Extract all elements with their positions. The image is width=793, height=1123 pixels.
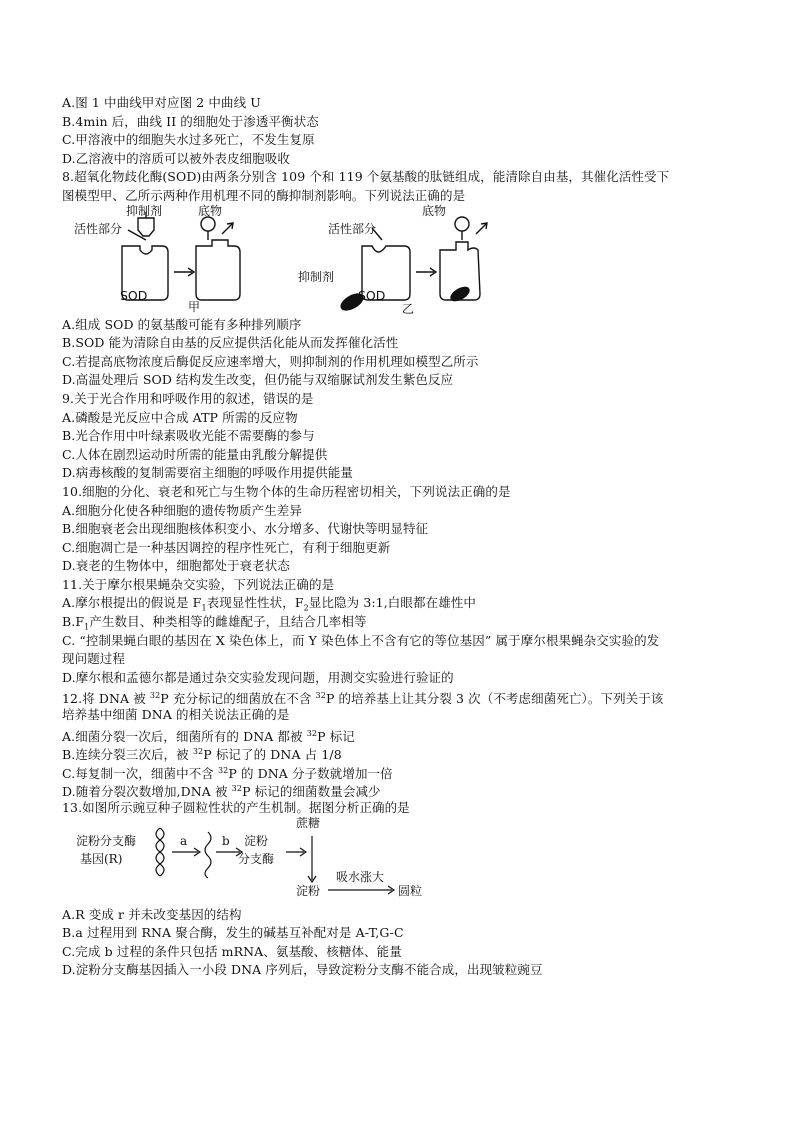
exam-page [62,94,742,980]
q12-stem-line1 [62,687,742,706]
sod-enzyme-bound-jia [196,240,240,300]
substrate-circle-yi [455,217,469,231]
pea-mechanism-diagram [62,815,742,906]
q12-d-sup: 32 [231,784,243,794]
q12-a-text1: A.细菌分裂一次后，细菌所有的 DNA 都被 [62,728,307,744]
caption-jia: 甲 [188,299,201,314]
q12-option-a [62,725,742,744]
label-sod-yi: SOD [358,287,386,303]
model-jia-graphic [122,212,240,300]
q13-option-a: A.R 变成 r 并未改变基因的结构 [62,906,242,922]
q12-d-text1: D.随着分裂次数增加,DNA 被 [62,784,232,800]
label-sod-jia: SOD [120,287,148,303]
q11-option-d: D.摩尔根和孟德尔都是通过杂交实验发现问题，用测交实验进行验证的 [62,669,454,685]
q9-option-d: D.病毒核酸的复制需要宿主细胞的呼吸作用提供能量 [62,465,353,481]
q12-stem-text1: 12.将 DNA 被 [62,691,150,707]
label-step-b: b [222,833,230,848]
q12-c-text2: P 的 DNA 分子数就增加一倍 [228,765,393,781]
q13-stem: 13.如图所示豌豆种子圆粒性状的产生机制。据图分析正确的是 [62,800,410,815]
q10-option-d: D.衰老的生物体中，细胞都处于衰老状态 [62,558,290,574]
q11-stem: 11.关于摩尔根果蝇杂交实验，下列说法正确的是 [62,576,335,592]
label-enzyme-line1: 淀粉 [244,833,269,848]
q11-a-sub2: 2 [303,603,309,613]
caption-yi: 乙 [402,301,415,316]
q11-a-sub1: 1 [201,603,207,613]
q7-option-a: A.图 1 中曲线甲对应图 2 中曲线 U [62,95,261,110]
label-inhibitor-jia: 抑制剂 [126,203,163,218]
q12-stem-text2: P 充分标记的细菌放在不含 [160,691,316,707]
label-substrate-yi: 底物 [422,203,447,218]
q12-a-sup: 32 [306,728,318,738]
q12-c-text1: C.每复制一次，细菌中不含 [62,765,218,781]
label-gene-line2: 基因(R) [80,851,123,866]
label-starch: 淀粉 [296,883,321,898]
q12-d-text2: P 标记的细菌数量会减少 [242,784,381,800]
q12-b-sup: 32 [192,747,204,757]
q13-option-d: D.淀粉分支酶基因插入一小段 DNA 序列后，导致淀粉分支酶不能合成，出现皱粒豌豆 [62,962,543,978]
q9-option-b: B.光合作用中叶绿素吸收光能不需要酶的参与 [62,428,315,444]
q10-stem: 10.细胞的分化、衰老和死亡与生物个体的生命历程密切相关，下列说法正确的是 [62,483,511,499]
q13-option-b: B.a 过程用到 RNA 聚合酶，发生的碱基互补配对是 A-T,G-C [62,925,404,941]
q12-b-text2: P 标记了的 DNA 占 1/8 [203,747,342,763]
q12-option-c [62,762,742,781]
q12-option-b [62,743,742,762]
label-substrate-jia: 底物 [198,203,223,218]
q9-option-a: A.磷酸是光反应中合成 ATP 所需的反应物 [62,409,298,425]
label-active-site-yi: 活性部分 [328,221,377,236]
competitive-inhibitor-shape [138,218,154,236]
q12-option-d [62,780,742,799]
q11-a-text1: A.摩尔根提出的假说是 F [62,595,202,611]
q10-option-b: B.细胞衰老会出现细胞核体积变小、水分增多、代谢快等明显特征 [62,521,429,537]
label-sucrose: 蔗糖 [296,815,321,830]
label-round: 圆粒 [398,883,423,898]
q7-option-c: C.甲溶液中的细胞失水过多死亡，不发生复原 [62,132,315,148]
q12-stem-text3: P 的培养基上让其分裂 3 次（不考虑细菌死亡）。下列关于该 [325,691,664,707]
q13-option-c: C.完成 b 过程的条件只包括 mRNA、氨基酸、核糖体、能量 [62,943,402,959]
q8-option-a: A.组成 SOD 的氨基酸可能有多种排列顺序 [62,316,302,332]
q12-stem-sup1: 32 [149,691,161,701]
q11-b-sub: 1 [84,622,90,632]
q9-stem: 9.关于光合作用和呼吸作用的叙述，错误的是 [62,390,314,406]
label-swell: 吸水涨大 [336,869,385,884]
q11-a-text2: 表现显性性状，F [206,595,304,611]
q12-b-text1: B.连续分裂三次后，被 [62,747,193,763]
q12-a-text2: P 标记 [317,728,355,744]
q11-option-c-line1: C. “控制果蝇白眼的基因在 X 染色体上，而 Y 染色体上不含有它的等位基因” 属于摩尔根果蝇杂交实验的发 [62,632,660,648]
q12-stem-sup2: 32 [315,691,326,701]
label-enzyme-line2: 分支酶 [238,851,275,866]
q8-option-c: C.若提高底物浓度后酶促反应速率增大，则抑制剂的作用机理如模型乙所示 [62,353,479,369]
q8-option-b: B.SOD 能为清除自由基的反应提供活化能从而发挥催化活性 [62,335,399,351]
q12-stem-line2: 培养基中细菌 DNA 的相关说法正确的是 [62,707,290,723]
q10-option-a: A.细胞分化使各种细胞的遗传物质产生差异 [62,502,303,518]
q7-option-d: D.乙溶液中的溶质可以被外表皮细胞吸收 [62,150,290,166]
sod-inhibitor-diagram [62,203,742,316]
q11-option-b [62,613,742,632]
active-site-pointer [128,230,146,240]
q12-c-sup: 32 [217,765,229,775]
q8-stem-line2: 图模型甲、乙所示两种作用机理不同的酶抑制剂影响。下列说法正确的是 [62,187,466,203]
q11-b-text1: B.F [62,614,85,630]
substrate-circle-jia [201,217,215,231]
q10-option-c: C.细胞凋亡是一种基因调控的程序性死亡，有利于细胞更新 [62,539,391,555]
label-gene-line1: 淀粉分支酶 [76,833,137,848]
label-active-site-jia: 活性部分 [74,221,123,236]
q11-option-a [62,594,742,613]
q11-a-text3: 显比隐为 3:1,白眼都在雄性中 [308,595,477,611]
q8-stem-line1: 8.超氧化物歧化酶(SOD)由两条分别含 109 个和 119 个氨基酸的肽链组成，能清除自由基，其催化活性受下 [62,169,670,185]
mrna-icon [205,832,211,878]
q9-option-c: C.人体在剧烈运动时所需的能量由乳酸分解提供 [62,446,328,462]
label-inhibitor-yi: 抑制剂 [298,269,335,284]
q8-option-d: D.高温处理后 SOD 结构发生改变，但仍能与双缩脲试剂发生紫色反应 [62,372,454,388]
label-step-a: a [180,833,188,848]
q11-option-c-line2: 现问题过程 [62,651,126,667]
q7-option-b: B.4min 后，曲线 II 的细胞处于渗透平衡状态 [62,113,319,129]
q11-b-text2: 产生数目、种类相等的雌雄配子，且结合几率相等 [89,614,367,630]
